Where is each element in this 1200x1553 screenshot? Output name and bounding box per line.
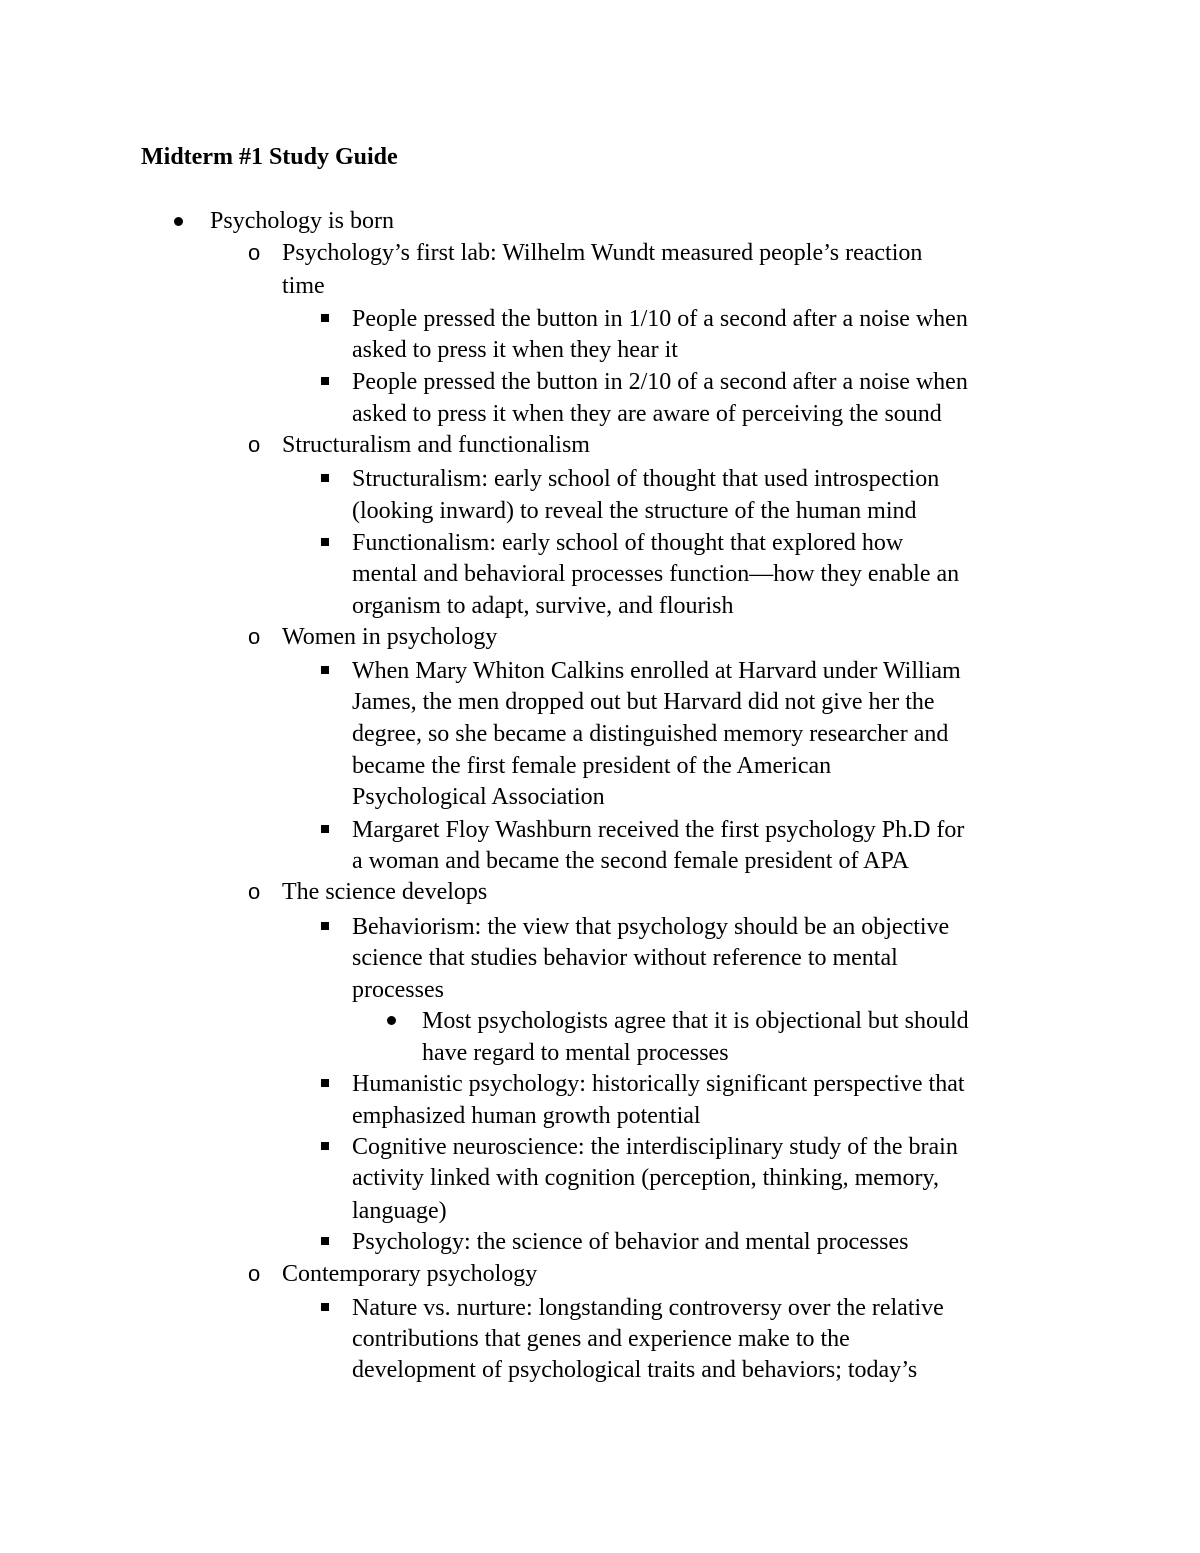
- outline-line: asked to press it when they are aware of perceiving the sound: [352, 401, 942, 427]
- outline-line: (looking inward) to reveal the structure of the human mind: [352, 498, 917, 524]
- bullet-square-icon: [321, 922, 329, 930]
- bullet-square-icon: [321, 1303, 329, 1311]
- outline-line: Margaret Floy Washburn received the first psychology Ph.D for: [352, 817, 965, 843]
- outline-line: Psychological Association: [352, 784, 605, 810]
- outline-line: asked to press it when they hear it: [352, 337, 678, 363]
- outline-line: Structuralism and functionalism: [282, 432, 590, 458]
- outline-line: James, the men dropped out but Harvard did not give her the: [352, 689, 935, 715]
- outline-line: became the first female president of the American: [352, 753, 832, 779]
- outline-line: People pressed the button in 2/10 of a second after a noise when: [352, 369, 968, 395]
- bullet-circle-icon: o: [248, 1261, 261, 1286]
- outline-line: Behaviorism: the view that psychology should be an objective: [352, 914, 950, 940]
- outline-line: Contemporary psychology: [282, 1261, 538, 1287]
- outline-line: Cognitive neuroscience: the interdisciplinary study of the brain: [352, 1134, 958, 1160]
- outline-line: When Mary Whiton Calkins enrolled at Harvard under William: [352, 658, 961, 684]
- outline-line: Functionalism: early school of thought that explored how: [352, 530, 904, 556]
- bullet-circle-icon: o: [248, 879, 261, 904]
- bullet-dot-icon: [174, 217, 183, 226]
- outline-line: time: [282, 273, 325, 299]
- bullet-square-icon: [321, 1142, 329, 1150]
- outline-line: science that studies behavior without reference to mental: [352, 945, 898, 971]
- bullet-circle-icon: o: [248, 240, 261, 265]
- outline-line: Structuralism: early school of thought that used introspection: [352, 466, 940, 492]
- outline-line: Nature vs. nurture: longstanding controversy over the relative: [352, 1295, 944, 1321]
- bullet-dot-icon: [387, 1016, 396, 1025]
- outline-line: processes: [352, 977, 444, 1003]
- outline-line: Psychology’s first lab: Wilhelm Wundt measured people’s reaction: [282, 240, 923, 266]
- bullet-square-icon: [321, 666, 329, 674]
- outline-line: Psychology is born: [210, 208, 395, 234]
- outline-line: Humanistic psychology: historically significant perspective that: [352, 1071, 965, 1097]
- outline-line: The science develops: [282, 879, 488, 905]
- bullet-circle-icon: o: [248, 624, 261, 649]
- bullet-square-icon: [321, 474, 329, 482]
- outline-line: People pressed the button in 1/10 of a second after a noise when: [352, 306, 968, 332]
- outline-line: language): [352, 1198, 447, 1224]
- outline-line: emphasized human growth potential: [352, 1103, 701, 1129]
- outline-line: organism to adapt, survive, and flourish: [352, 593, 734, 619]
- outline-line: Most psychologists agree that it is objectional but should: [422, 1008, 969, 1034]
- bullet-square-icon: [321, 1237, 329, 1245]
- outline-line: mental and behavioral processes function—how they enable an: [352, 561, 960, 587]
- outline-line: contributions that genes and experience make to the: [352, 1326, 850, 1352]
- bullet-circle-icon: o: [248, 432, 261, 457]
- page-title: Midterm #1 Study Guide: [141, 144, 398, 170]
- outline-line: Psychology: the science of behavior and mental processes: [352, 1229, 909, 1255]
- outline-line: development of psychological traits and behaviors; today’s: [352, 1357, 918, 1383]
- bullet-square-icon: [321, 314, 329, 322]
- outline-line: degree, so she became a distinguished memory researcher and: [352, 721, 949, 747]
- outline-line: have regard to mental processes: [422, 1040, 729, 1066]
- bullet-square-icon: [321, 538, 329, 546]
- bullet-square-icon: [321, 377, 329, 385]
- outline-line: activity linked with cognition (perception, thinking, memory,: [352, 1165, 939, 1191]
- bullet-square-icon: [321, 825, 329, 833]
- bullet-square-icon: [321, 1079, 329, 1087]
- outline-line: Women in psychology: [282, 624, 498, 650]
- outline-line: a woman and became the second female president of APA: [352, 848, 909, 874]
